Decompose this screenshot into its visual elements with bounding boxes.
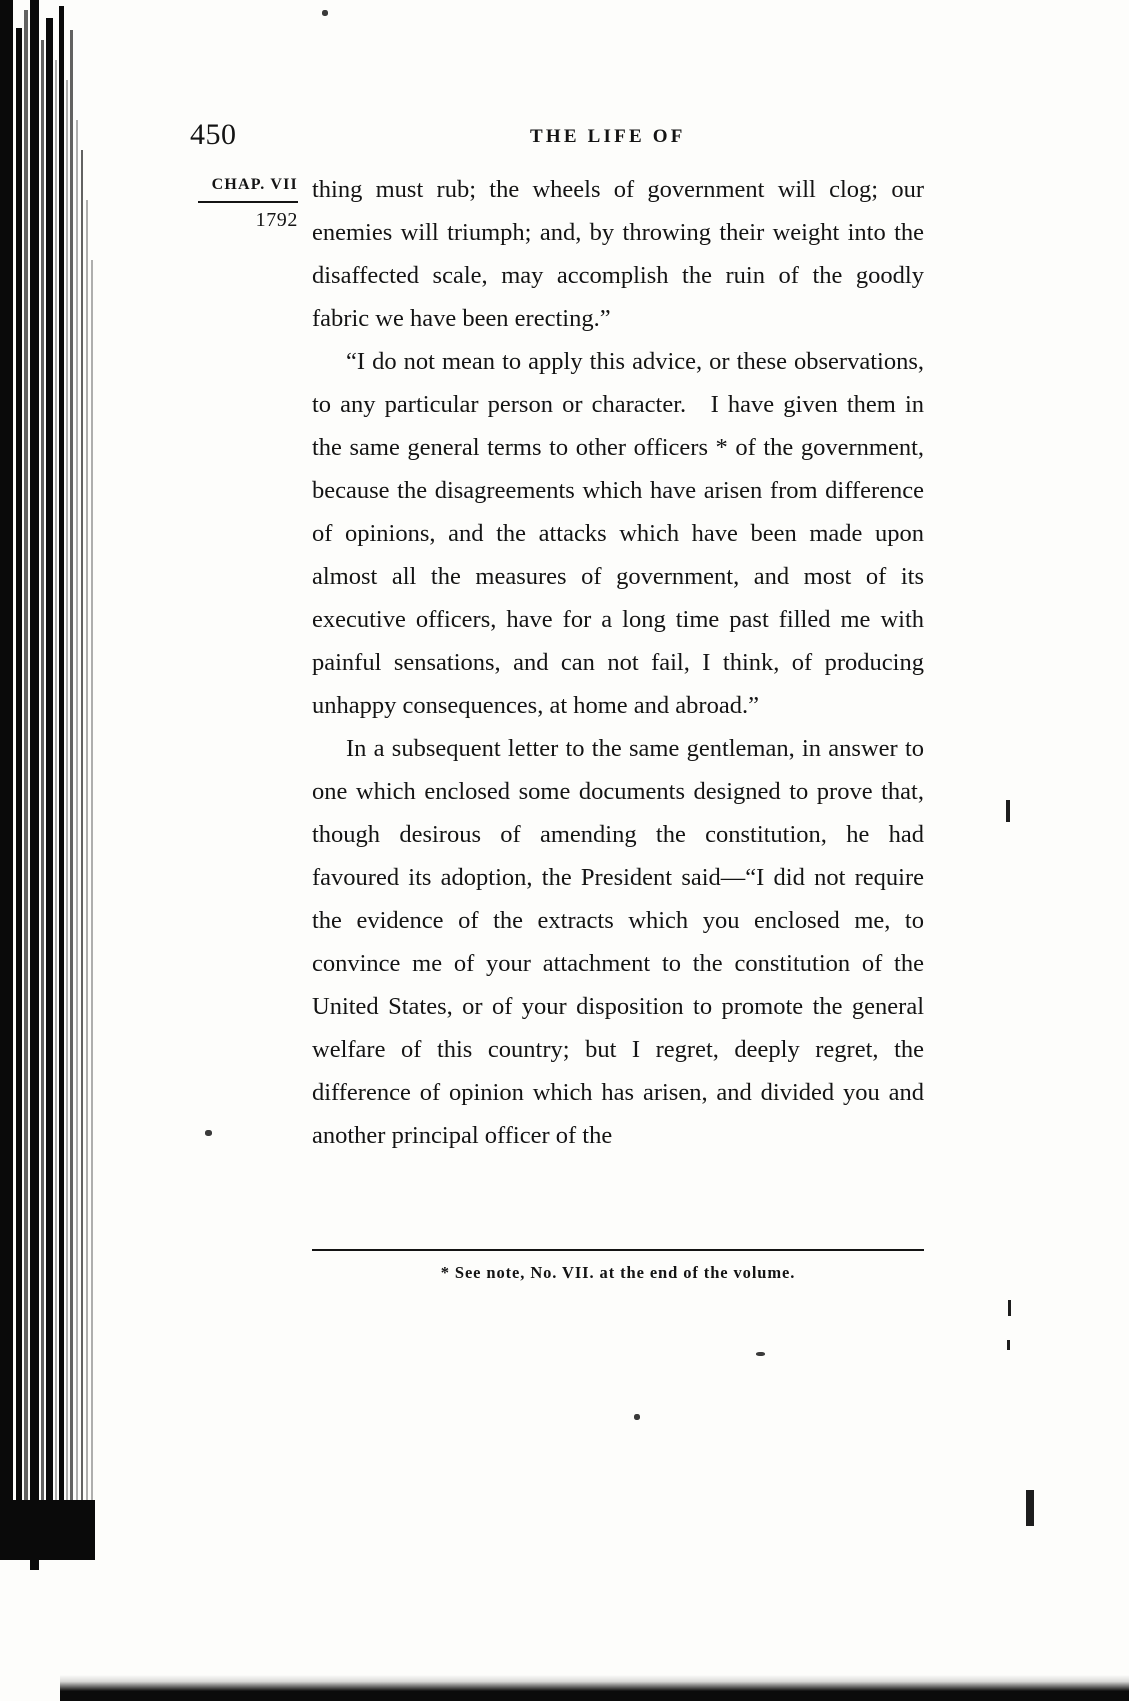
scan-speck bbox=[634, 1414, 640, 1420]
margin-chapter-label: CHAP. VII bbox=[211, 176, 298, 193]
page-bottom-shadow bbox=[60, 1675, 1129, 1701]
body-text-column bbox=[312, 168, 924, 1157]
scan-speck bbox=[756, 1352, 765, 1356]
running-head-title: THE LIFE OF bbox=[530, 126, 686, 147]
footnote-text: * See note, No. VII. at the end of the volume. bbox=[440, 1263, 796, 1282]
scan-speck bbox=[205, 1130, 212, 1136]
margin-year-label: 1792 bbox=[255, 209, 298, 231]
page-folio-number: 450 bbox=[190, 118, 237, 151]
paragraph: thing must rub; the wheels of government will clog; our enemies will triumph; and, by throwing their weight into the disaffected scale, may accomplish the ruin of the goodly fabric we have been erecting.” bbox=[312, 176, 924, 332]
margin-divider bbox=[198, 201, 298, 203]
paragraph: “I do not mean to apply this advice, or these observations, to any particular person or character. I have given them in the same general terms to other officers * of the government, because the disagreements which have arisen from difference of opinions, and the attacks which have been made upon almost all the measures of government, and most of its executive officers, have for a long time past filled me with painful sensations, and can not fail, I think, of producing unhappy consequences, at home and abroad.” bbox=[312, 348, 924, 719]
paragraph: In a subsequent letter to the same gentleman, in answer to one which enclosed some documents designed to prove that, though desirous of amending the constitution, he had favoured its adoption, the President said—“I did not require the evidence of the extracts which you enclosed me, to convince me of your attachment to the constitution of the United States, or of your disposition to promote the general welfare of this country; but I regret, deeply regret, the difference of opinion which has arisen, and divided you and another principal officer of the bbox=[312, 735, 924, 1149]
scan-speck bbox=[322, 10, 328, 16]
margin-note bbox=[190, 176, 298, 232]
scan-speck bbox=[1026, 1490, 1034, 1526]
running-head bbox=[190, 118, 930, 152]
scan-speck bbox=[1007, 1340, 1010, 1350]
scan-speck bbox=[1006, 800, 1010, 822]
footnote-divider bbox=[312, 1249, 924, 1251]
scan-speck bbox=[1008, 1300, 1011, 1316]
book-spine-artifact bbox=[0, 0, 110, 1701]
